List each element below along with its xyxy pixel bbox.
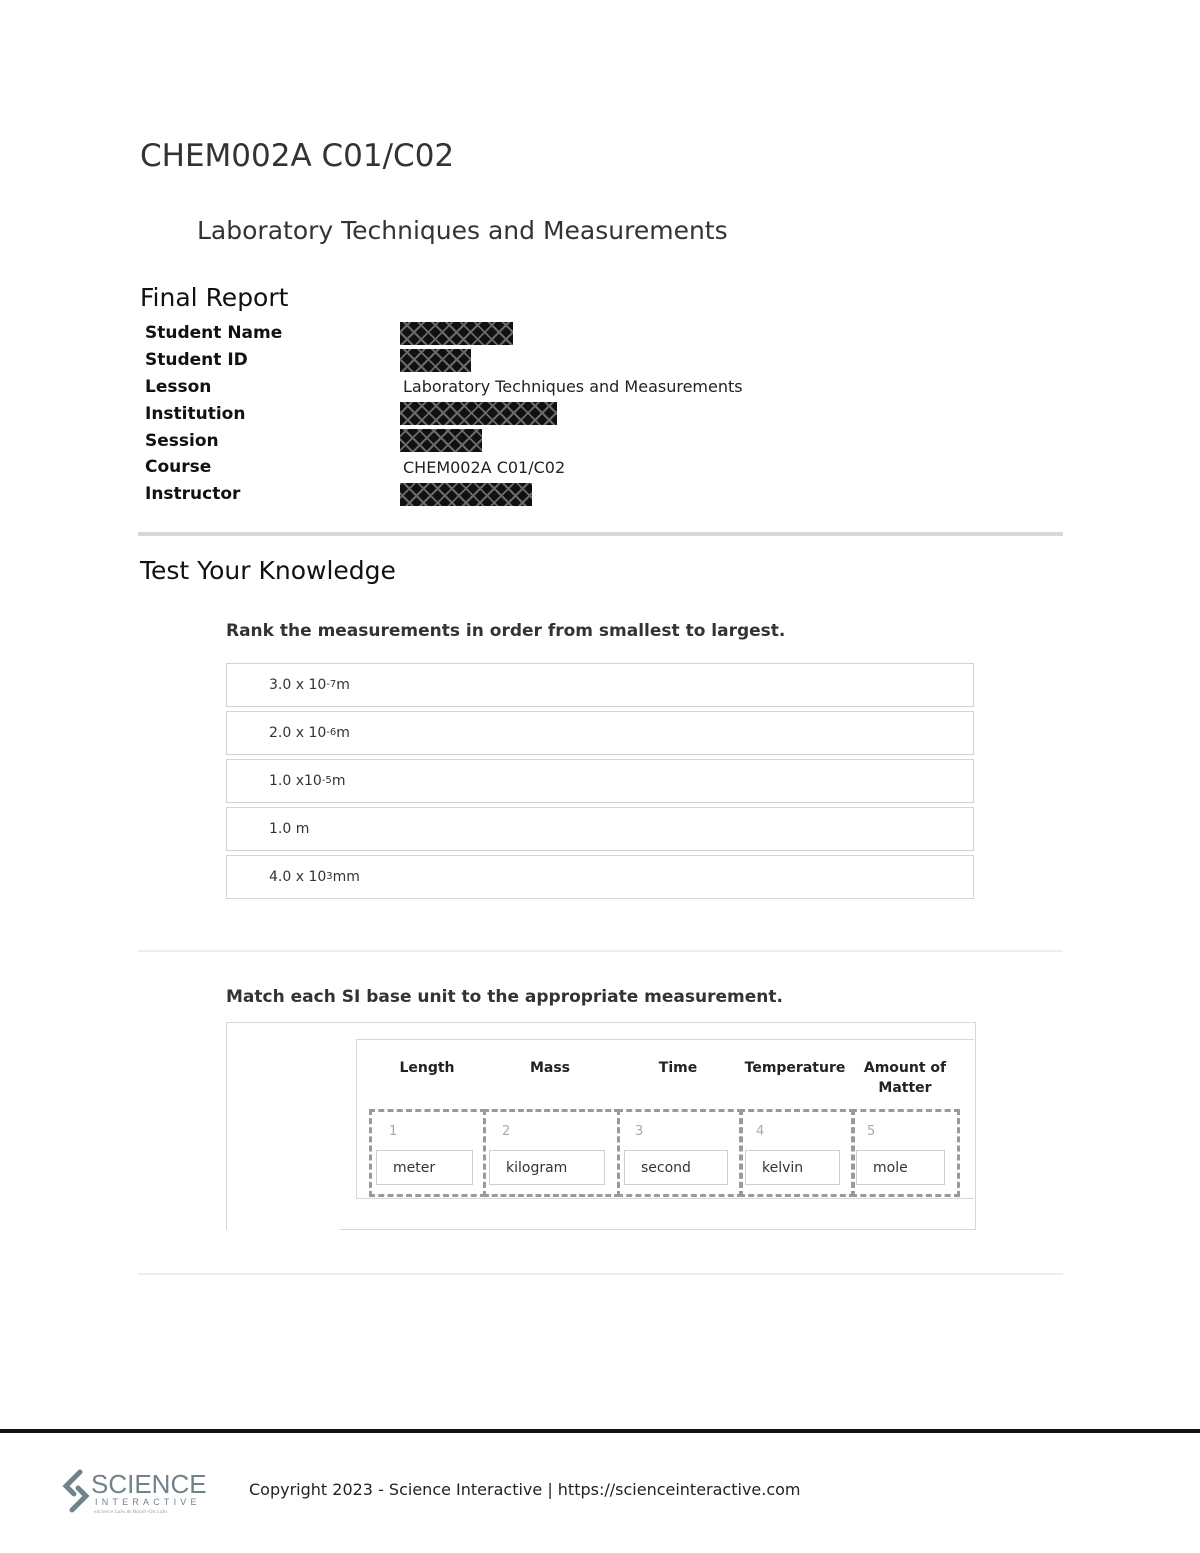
answer-chip-meter[interactable]: meter bbox=[376, 1150, 473, 1185]
ranking-item-exponent: -7 bbox=[326, 678, 337, 690]
ranking-item[interactable] bbox=[226, 711, 974, 755]
ranking-item-exponent: -5 bbox=[321, 774, 332, 786]
redacted-institution bbox=[400, 402, 557, 425]
redacted-student-name bbox=[400, 322, 513, 345]
lesson-label: Lesson bbox=[145, 376, 212, 397]
info-row-course bbox=[145, 454, 845, 481]
logo-subtext: INTERACTIVE bbox=[95, 1497, 201, 1507]
slot-number: 4 bbox=[756, 1124, 765, 1139]
matching-question-prompt: Match each SI base unit to the appropriate measurement. bbox=[226, 987, 783, 1007]
slot-number: 5 bbox=[867, 1124, 876, 1139]
slot-number: 2 bbox=[502, 1124, 511, 1139]
info-row-lesson bbox=[145, 374, 845, 401]
slot-number: 3 bbox=[635, 1124, 644, 1139]
science-interactive-logo bbox=[58, 1466, 208, 1516]
ranking-item[interactable] bbox=[226, 663, 974, 707]
ranking-item-exponent: 3 bbox=[326, 870, 333, 882]
column-header-amount-of-matter: Amount of Matter bbox=[863, 1060, 947, 1096]
ranking-item[interactable] bbox=[226, 759, 974, 803]
course-label: Course bbox=[145, 457, 212, 478]
lesson-value: Laboratory Techniques and Measurements bbox=[403, 377, 743, 397]
final-report-heading: Final Report bbox=[140, 283, 289, 312]
ranking-item-base: 1.0 m bbox=[269, 821, 310, 837]
ranking-item-unit: mm bbox=[332, 869, 360, 885]
ranking-question-prompt: Rank the measurements in order from smallest to largest. bbox=[226, 621, 786, 641]
info-row-student-id bbox=[145, 347, 845, 374]
student-id-label: Student ID bbox=[145, 350, 248, 371]
test-your-knowledge-heading: Test Your Knowledge bbox=[140, 556, 396, 585]
report-info-table bbox=[145, 320, 845, 508]
ranking-list bbox=[226, 663, 974, 903]
column-header-time: Time bbox=[658, 1060, 698, 1076]
ranking-item-base: 3.0 x 10 bbox=[269, 677, 327, 693]
redacted-instructor bbox=[400, 483, 532, 506]
answer-chip-mole[interactable]: mole bbox=[856, 1150, 945, 1185]
info-row-institution bbox=[145, 400, 845, 427]
question-divider bbox=[138, 1273, 1063, 1275]
ranking-item-unit: m bbox=[336, 677, 350, 693]
answer-chip-second[interactable]: second bbox=[624, 1150, 728, 1185]
copyright-text: Copyright 2023 - Science Interactive | https://scienceinteractive.com bbox=[249, 1480, 801, 1499]
logo-tagline: eScience Labs & Hands-On Labs bbox=[94, 1509, 168, 1515]
info-row-student-name bbox=[145, 320, 845, 347]
ranking-item-exponent: -6 bbox=[326, 726, 337, 738]
logo-text: SCIENCE bbox=[91, 1469, 207, 1499]
ranking-item-base: 1.0 x10 bbox=[269, 773, 322, 789]
ranking-item-unit: m bbox=[331, 773, 346, 789]
column-header-length: Length bbox=[399, 1060, 455, 1076]
slot-number: 1 bbox=[389, 1124, 398, 1139]
redacted-student-id bbox=[400, 349, 471, 372]
ranking-item-base: 4.0 x 10 bbox=[269, 869, 327, 885]
footer-rule bbox=[0, 1429, 1200, 1433]
answer-chip-kilogram[interactable]: kilogram bbox=[489, 1150, 605, 1185]
institution-label: Institution bbox=[145, 403, 246, 424]
ranking-item-unit: m bbox=[336, 725, 350, 741]
info-row-instructor bbox=[145, 481, 845, 508]
ranking-item[interactable] bbox=[226, 855, 974, 899]
info-row-session bbox=[145, 427, 845, 454]
ranking-item-base: 2.0 x 10 bbox=[269, 725, 327, 741]
section-divider bbox=[138, 532, 1063, 536]
redacted-session bbox=[400, 429, 482, 452]
lesson-title: Laboratory Techniques and Measurements bbox=[197, 216, 728, 245]
question-divider bbox=[138, 950, 1063, 952]
column-header-mass: Mass bbox=[529, 1060, 571, 1076]
course-title: CHEM002A C01/C02 bbox=[140, 138, 455, 174]
ranking-item[interactable] bbox=[226, 807, 974, 851]
course-value: CHEM002A C01/C02 bbox=[403, 457, 566, 477]
column-header-temperature: Temperature bbox=[744, 1060, 846, 1076]
student-name-label: Student Name bbox=[145, 323, 283, 344]
answer-chip-kelvin[interactable]: kelvin bbox=[745, 1150, 840, 1185]
session-label: Session bbox=[145, 430, 219, 451]
instructor-label: Instructor bbox=[145, 484, 241, 505]
